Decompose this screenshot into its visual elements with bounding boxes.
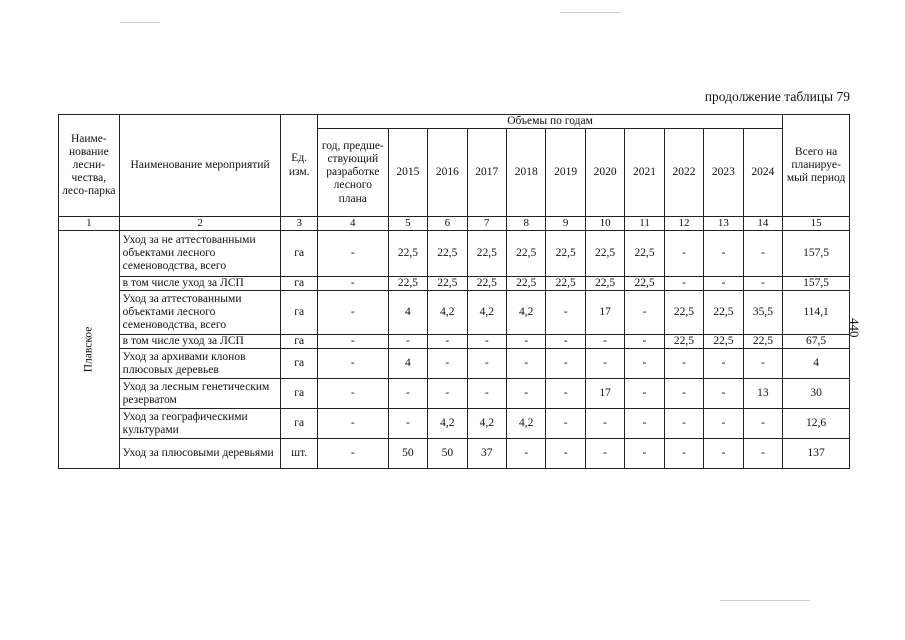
header-year: 2023 bbox=[704, 129, 743, 217]
unit-cell: га bbox=[281, 335, 317, 349]
scan-noise bbox=[560, 12, 620, 13]
measure-name: Уход за лесным генетическим резерватом bbox=[119, 379, 281, 409]
prev-year-cell: - bbox=[317, 277, 388, 291]
year-value-cell: - bbox=[428, 349, 467, 379]
prev-year-cell: - bbox=[317, 379, 388, 409]
table-caption: продолжение таблицы 79 bbox=[704, 89, 850, 104]
table-row bbox=[59, 349, 850, 379]
table-row bbox=[59, 409, 850, 439]
unit-cell: га bbox=[281, 231, 317, 277]
total-cell: 157,5 bbox=[783, 231, 850, 277]
year-value-cell: 22,5 bbox=[388, 277, 427, 291]
year-value-cell: - bbox=[704, 439, 743, 469]
prev-year-cell: - bbox=[317, 231, 388, 277]
table-row bbox=[59, 335, 850, 349]
prev-year-cell: - bbox=[317, 349, 388, 379]
year-value-cell: 22,5 bbox=[664, 335, 703, 349]
column-number: 3 bbox=[281, 217, 317, 231]
year-value-cell: - bbox=[704, 379, 743, 409]
prev-year-cell: - bbox=[317, 335, 388, 349]
column-number: 6 bbox=[428, 217, 467, 231]
year-value-cell: - bbox=[428, 335, 467, 349]
total-cell: 12,6 bbox=[783, 409, 850, 439]
year-value-cell: - bbox=[704, 349, 743, 379]
unit-cell: га bbox=[281, 291, 317, 335]
header-year: 2022 bbox=[664, 129, 703, 217]
header-forestry: Наиме-нование лесни-чества, лесо-парка bbox=[59, 115, 120, 217]
year-value-cell: - bbox=[625, 291, 664, 335]
measure-name: Уход за географическими культурами bbox=[119, 409, 281, 439]
header-total: Всего на планируе-мый период bbox=[783, 115, 850, 217]
year-value-cell: - bbox=[664, 439, 703, 469]
year-value-cell: - bbox=[585, 349, 624, 379]
year-value-cell: 4,2 bbox=[507, 409, 546, 439]
year-value-cell: 13 bbox=[743, 379, 783, 409]
year-value-cell: - bbox=[743, 349, 783, 379]
column-number: 9 bbox=[546, 217, 585, 231]
year-value-cell: 22,5 bbox=[625, 277, 664, 291]
page-number: 440 bbox=[847, 318, 862, 338]
total-cell: 137 bbox=[783, 439, 850, 469]
year-value-cell: - bbox=[664, 349, 703, 379]
year-value-cell: - bbox=[507, 379, 546, 409]
year-value-cell: 22,5 bbox=[507, 277, 546, 291]
year-value-cell: 22,5 bbox=[625, 231, 664, 277]
header-year: 2018 bbox=[507, 129, 546, 217]
prev-year-cell: - bbox=[317, 409, 388, 439]
year-value-cell: - bbox=[467, 335, 506, 349]
year-value-cell: 22,5 bbox=[388, 231, 427, 277]
column-number: 5 bbox=[388, 217, 427, 231]
year-value-cell: 22,5 bbox=[585, 231, 624, 277]
year-value-cell: - bbox=[585, 335, 624, 349]
column-number: 7 bbox=[467, 217, 506, 231]
year-value-cell: - bbox=[388, 409, 427, 439]
header-year: 2015 bbox=[388, 129, 427, 217]
measure-name: в том числе уход за ЛСП bbox=[119, 277, 281, 291]
measure-name: в том числе уход за ЛСП bbox=[119, 335, 281, 349]
year-value-cell: - bbox=[585, 439, 624, 469]
year-value-cell: - bbox=[585, 409, 624, 439]
measure-name: Уход за аттестованными объектами лесного семеноводства, всего bbox=[119, 291, 281, 335]
table-body bbox=[59, 217, 850, 469]
year-value-cell: 22,5 bbox=[743, 335, 783, 349]
column-number: 12 bbox=[664, 217, 703, 231]
year-value-cell: 22,5 bbox=[704, 335, 743, 349]
year-value-cell: 22,5 bbox=[428, 277, 467, 291]
header-unit: Ед. изм. bbox=[281, 115, 317, 217]
column-number: 15 bbox=[783, 217, 850, 231]
year-value-cell: - bbox=[507, 349, 546, 379]
total-cell: 30 bbox=[783, 379, 850, 409]
table-row bbox=[59, 277, 850, 291]
column-number: 4 bbox=[317, 217, 388, 231]
table-row bbox=[59, 379, 850, 409]
year-value-cell: - bbox=[546, 291, 585, 335]
unit-cell: га bbox=[281, 349, 317, 379]
year-value-cell: - bbox=[704, 277, 743, 291]
unit-cell: га bbox=[281, 409, 317, 439]
column-number-row bbox=[59, 217, 850, 231]
year-value-cell: - bbox=[428, 379, 467, 409]
year-value-cell: - bbox=[388, 379, 427, 409]
year-value-cell: - bbox=[546, 409, 585, 439]
year-value-cell: - bbox=[507, 335, 546, 349]
year-value-cell: 22,5 bbox=[467, 231, 506, 277]
column-number: 14 bbox=[743, 217, 783, 231]
total-cell: 157,5 bbox=[783, 277, 850, 291]
header-prev-year: год, предше-ствующий разработке лесного плана bbox=[317, 129, 388, 217]
year-value-cell: - bbox=[743, 277, 783, 291]
year-value-cell: 22,5 bbox=[664, 291, 703, 335]
header-year: 2019 bbox=[546, 129, 585, 217]
year-value-cell: 4 bbox=[388, 291, 427, 335]
year-value-cell: 37 bbox=[467, 439, 506, 469]
year-value-cell: 22,5 bbox=[428, 231, 467, 277]
column-number: 1 bbox=[59, 217, 120, 231]
column-number: 10 bbox=[585, 217, 624, 231]
year-value-cell: 4,2 bbox=[467, 291, 506, 335]
table-row bbox=[59, 291, 850, 335]
year-value-cell: 35,5 bbox=[743, 291, 783, 335]
year-value-cell: - bbox=[625, 379, 664, 409]
column-number: 2 bbox=[119, 217, 281, 231]
year-value-cell: 22,5 bbox=[546, 231, 585, 277]
header-year: 2017 bbox=[467, 129, 506, 217]
year-value-cell: 4,2 bbox=[507, 291, 546, 335]
forestry-cell bbox=[59, 231, 120, 469]
year-value-cell: 4 bbox=[388, 349, 427, 379]
year-value-cell: 4,2 bbox=[467, 409, 506, 439]
header-volumes-by-year: Объемы по годам bbox=[317, 115, 782, 129]
prev-year-cell: - bbox=[317, 439, 388, 469]
year-value-cell: - bbox=[664, 379, 703, 409]
year-value-cell: - bbox=[467, 379, 506, 409]
year-value-cell: 4,2 bbox=[428, 409, 467, 439]
year-value-cell: - bbox=[546, 379, 585, 409]
measure-name: Уход за плюсовыми деревьями bbox=[119, 439, 281, 469]
forestry-name: Плавское bbox=[82, 326, 95, 373]
year-value-cell: 22,5 bbox=[704, 291, 743, 335]
year-value-cell: 22,5 bbox=[546, 277, 585, 291]
year-value-cell: 22,5 bbox=[467, 277, 506, 291]
header-year: 2024 bbox=[743, 129, 783, 217]
year-value-cell: - bbox=[664, 231, 703, 277]
year-value-cell: 22,5 bbox=[585, 277, 624, 291]
year-value-cell: - bbox=[704, 231, 743, 277]
year-value-cell: 22,5 bbox=[507, 231, 546, 277]
year-value-cell: - bbox=[467, 349, 506, 379]
prev-year-cell: - bbox=[317, 291, 388, 335]
year-value-cell: - bbox=[546, 349, 585, 379]
scan-noise bbox=[120, 22, 160, 23]
year-value-cell: - bbox=[743, 231, 783, 277]
total-cell: 67,5 bbox=[783, 335, 850, 349]
year-value-cell: - bbox=[625, 439, 664, 469]
header-measure: Наименование мероприятий bbox=[119, 115, 281, 217]
year-value-cell: - bbox=[507, 439, 546, 469]
header-year: 2020 bbox=[585, 129, 624, 217]
total-cell: 114,1 bbox=[783, 291, 850, 335]
measure-name: Уход за архивами клонов плюсовых деревьев bbox=[119, 349, 281, 379]
unit-cell: шт. bbox=[281, 439, 317, 469]
year-value-cell: - bbox=[743, 409, 783, 439]
total-cell: 4 bbox=[783, 349, 850, 379]
measures-table bbox=[58, 114, 850, 469]
year-value-cell: 50 bbox=[388, 439, 427, 469]
table-row bbox=[59, 439, 850, 469]
year-value-cell: - bbox=[625, 335, 664, 349]
year-value-cell: 17 bbox=[585, 291, 624, 335]
column-number: 13 bbox=[704, 217, 743, 231]
header-year: 2016 bbox=[428, 129, 467, 217]
scan-noise bbox=[720, 600, 810, 601]
year-value-cell: - bbox=[664, 277, 703, 291]
year-value-cell: - bbox=[546, 439, 585, 469]
year-value-cell: - bbox=[664, 409, 703, 439]
year-value-cell: 4,2 bbox=[428, 291, 467, 335]
column-number: 11 bbox=[625, 217, 664, 231]
unit-cell: га bbox=[281, 379, 317, 409]
table-header bbox=[59, 115, 850, 217]
year-value-cell: - bbox=[743, 439, 783, 469]
unit-cell: га bbox=[281, 277, 317, 291]
year-value-cell: - bbox=[625, 349, 664, 379]
year-value-cell: - bbox=[625, 409, 664, 439]
year-value-cell: 50 bbox=[428, 439, 467, 469]
table-row bbox=[59, 231, 850, 277]
year-value-cell: - bbox=[388, 335, 427, 349]
measure-name: Уход за не аттестованными объектами лесного семеноводства, всего bbox=[119, 231, 281, 277]
year-value-cell: - bbox=[704, 409, 743, 439]
year-value-cell: 17 bbox=[585, 379, 624, 409]
column-number: 8 bbox=[507, 217, 546, 231]
header-year: 2021 bbox=[625, 129, 664, 217]
year-value-cell: - bbox=[546, 335, 585, 349]
